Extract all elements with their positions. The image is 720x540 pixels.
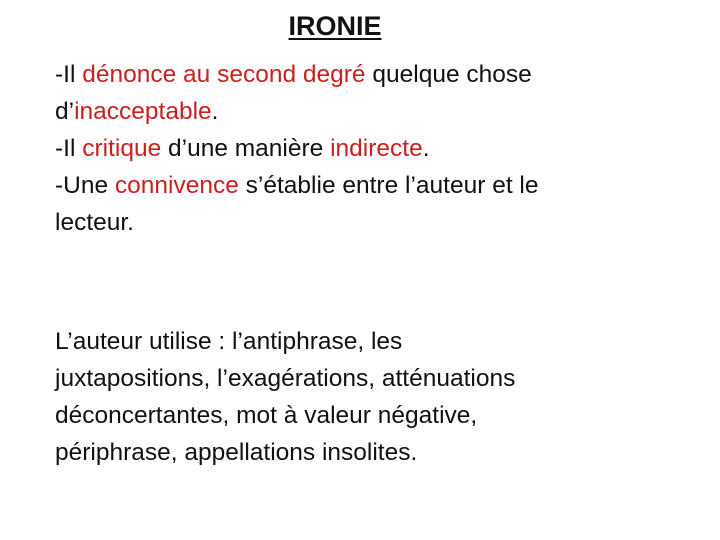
text-segment: -Il [55, 135, 83, 162]
ironic-devices-paragraph [55, 323, 665, 471]
text-segment: quelque chose [365, 61, 532, 88]
text-segment: lecteur. [55, 209, 134, 236]
highlighted-term: critique [82, 135, 162, 162]
devices-line: juxtapositions, l’exagérations, atténuations [55, 365, 516, 392]
key-point-line [55, 56, 665, 93]
highlighted-term: indirecte [330, 135, 423, 162]
key-point-line [55, 130, 665, 167]
highlighted-term: connivence [114, 172, 239, 199]
key-point-line [55, 204, 665, 241]
key-points [55, 56, 665, 241]
slide-title: IRONIE [288, 11, 382, 41]
highlighted-term: dénonce au second degré [82, 61, 366, 88]
text-segment: d’une manière [161, 135, 331, 162]
text-segment: . [211, 98, 219, 125]
key-point [55, 167, 665, 241]
devices-line: déconcertantes, mot à valeur négative, [55, 402, 478, 429]
text-segment: . [422, 135, 430, 162]
key-point [55, 130, 665, 167]
text-segment: -Une [55, 172, 115, 199]
text-segment: s’établie entre l’auteur et le [238, 172, 539, 199]
key-point-line [55, 167, 665, 204]
devices-line: périphrase, appellations insolites. [55, 439, 418, 466]
key-point [55, 56, 665, 130]
text-segment: d’ [55, 98, 75, 125]
text-segment: -Il [55, 61, 83, 88]
highlighted-term: inacceptable [74, 98, 212, 125]
devices-line: L’auteur utilise : l’antiphrase, les [55, 328, 403, 355]
key-point-line [55, 93, 665, 130]
